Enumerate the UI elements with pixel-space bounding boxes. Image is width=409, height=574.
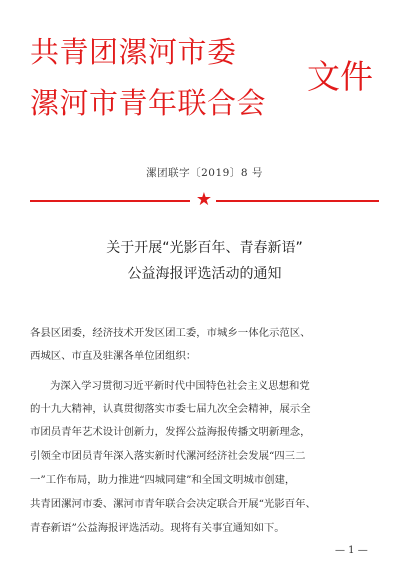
- red-divider-right: [216, 200, 379, 202]
- issuer-name-1: 共青团漯河市委: [30, 35, 237, 69]
- body-line: 引领全市团员青年深入落实新时代漯河经济社会发展“四三二: [30, 450, 306, 462]
- document-title-line-1: 关于开展“光影百年、青春新语”: [106, 240, 303, 256]
- body-line: 市团员青年艺术设计创新力，发挥公益海报传播文明新理念，: [30, 426, 311, 438]
- page-number: — 1 —: [335, 545, 368, 556]
- red-divider-left: [30, 200, 190, 202]
- body-line: 青春新语”公益海报评选活动。现将有关事宜通知如下。: [30, 522, 285, 534]
- body-line: 为深入学习贯彻习近平新时代中国特色社会主义思想和党: [50, 380, 310, 392]
- star-icon: ★: [195, 189, 213, 210]
- issuer-name-2: 漯河市青年联合会: [30, 86, 267, 120]
- document-type-label: 文件: [307, 57, 373, 96]
- document-number: 漯团联字〔2019〕8 号: [146, 167, 263, 179]
- body-line: 一”工作布局，助力推进“四城同建”和全国文明城市创建，: [30, 474, 296, 486]
- body-line: 的十九大精神，认真贯彻落实市委七届九次全会精神，展示全: [30, 403, 311, 415]
- document-title-line-2: 公益海报评选活动的通知: [127, 266, 282, 282]
- body-line: 共青团漯河市委、漯河市青年联合会决定联合开展“光影百年、: [30, 498, 316, 510]
- body-line: 西城区、市直及驻漯各单位团组织：: [30, 350, 197, 362]
- body-line: 各县区团委，经济技术开发区团工委，市城乡一体化示范区、: [30, 327, 311, 339]
